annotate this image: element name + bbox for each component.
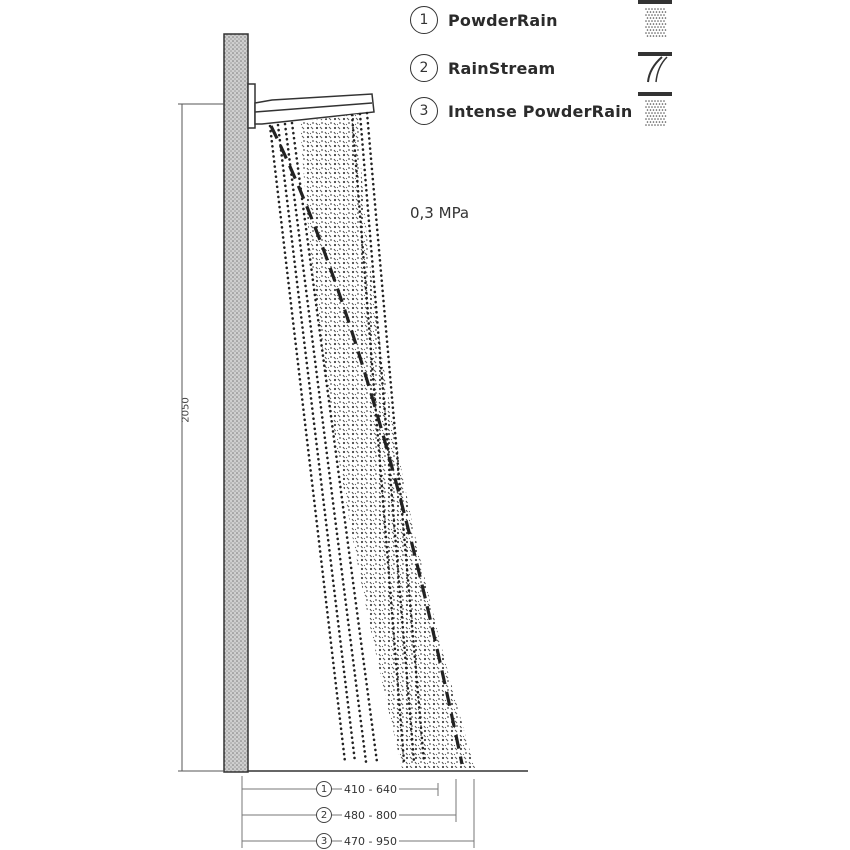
dimension-row-1	[316, 780, 399, 798]
height-dimension	[178, 104, 224, 771]
dimension-number: 2	[316, 807, 332, 823]
dimension-range: 410 - 640	[344, 782, 397, 796]
dimension-number: 1	[316, 781, 332, 797]
dimension-number: 3	[316, 833, 332, 849]
dimension-row-3	[316, 832, 399, 850]
powderrain-nozzle-icon	[638, 0, 672, 37]
legend-label: RainStream	[448, 58, 556, 78]
pressure-label: 0,3 MPa	[410, 204, 470, 222]
dimension-range: 470 - 950	[344, 834, 397, 848]
intense-powderrain-nozzle-icon	[638, 92, 672, 126]
height-label: 2050	[180, 397, 192, 423]
dimension-range: 480 - 800	[344, 808, 397, 822]
legend-item-rainstream	[410, 52, 555, 84]
wall	[224, 34, 248, 772]
dimension-row-2	[316, 806, 399, 824]
legend-item-intense-powderrain	[410, 95, 632, 127]
legend-item-powderrain	[410, 4, 558, 36]
legend-number: 2	[410, 54, 438, 82]
legend-number: 1	[410, 6, 438, 34]
legend-number: 3	[410, 97, 438, 125]
legend-label: Intense PowderRain	[448, 101, 633, 121]
rainstream-nozzle-icon	[638, 52, 672, 82]
legend-label: PowderRain	[448, 10, 558, 30]
